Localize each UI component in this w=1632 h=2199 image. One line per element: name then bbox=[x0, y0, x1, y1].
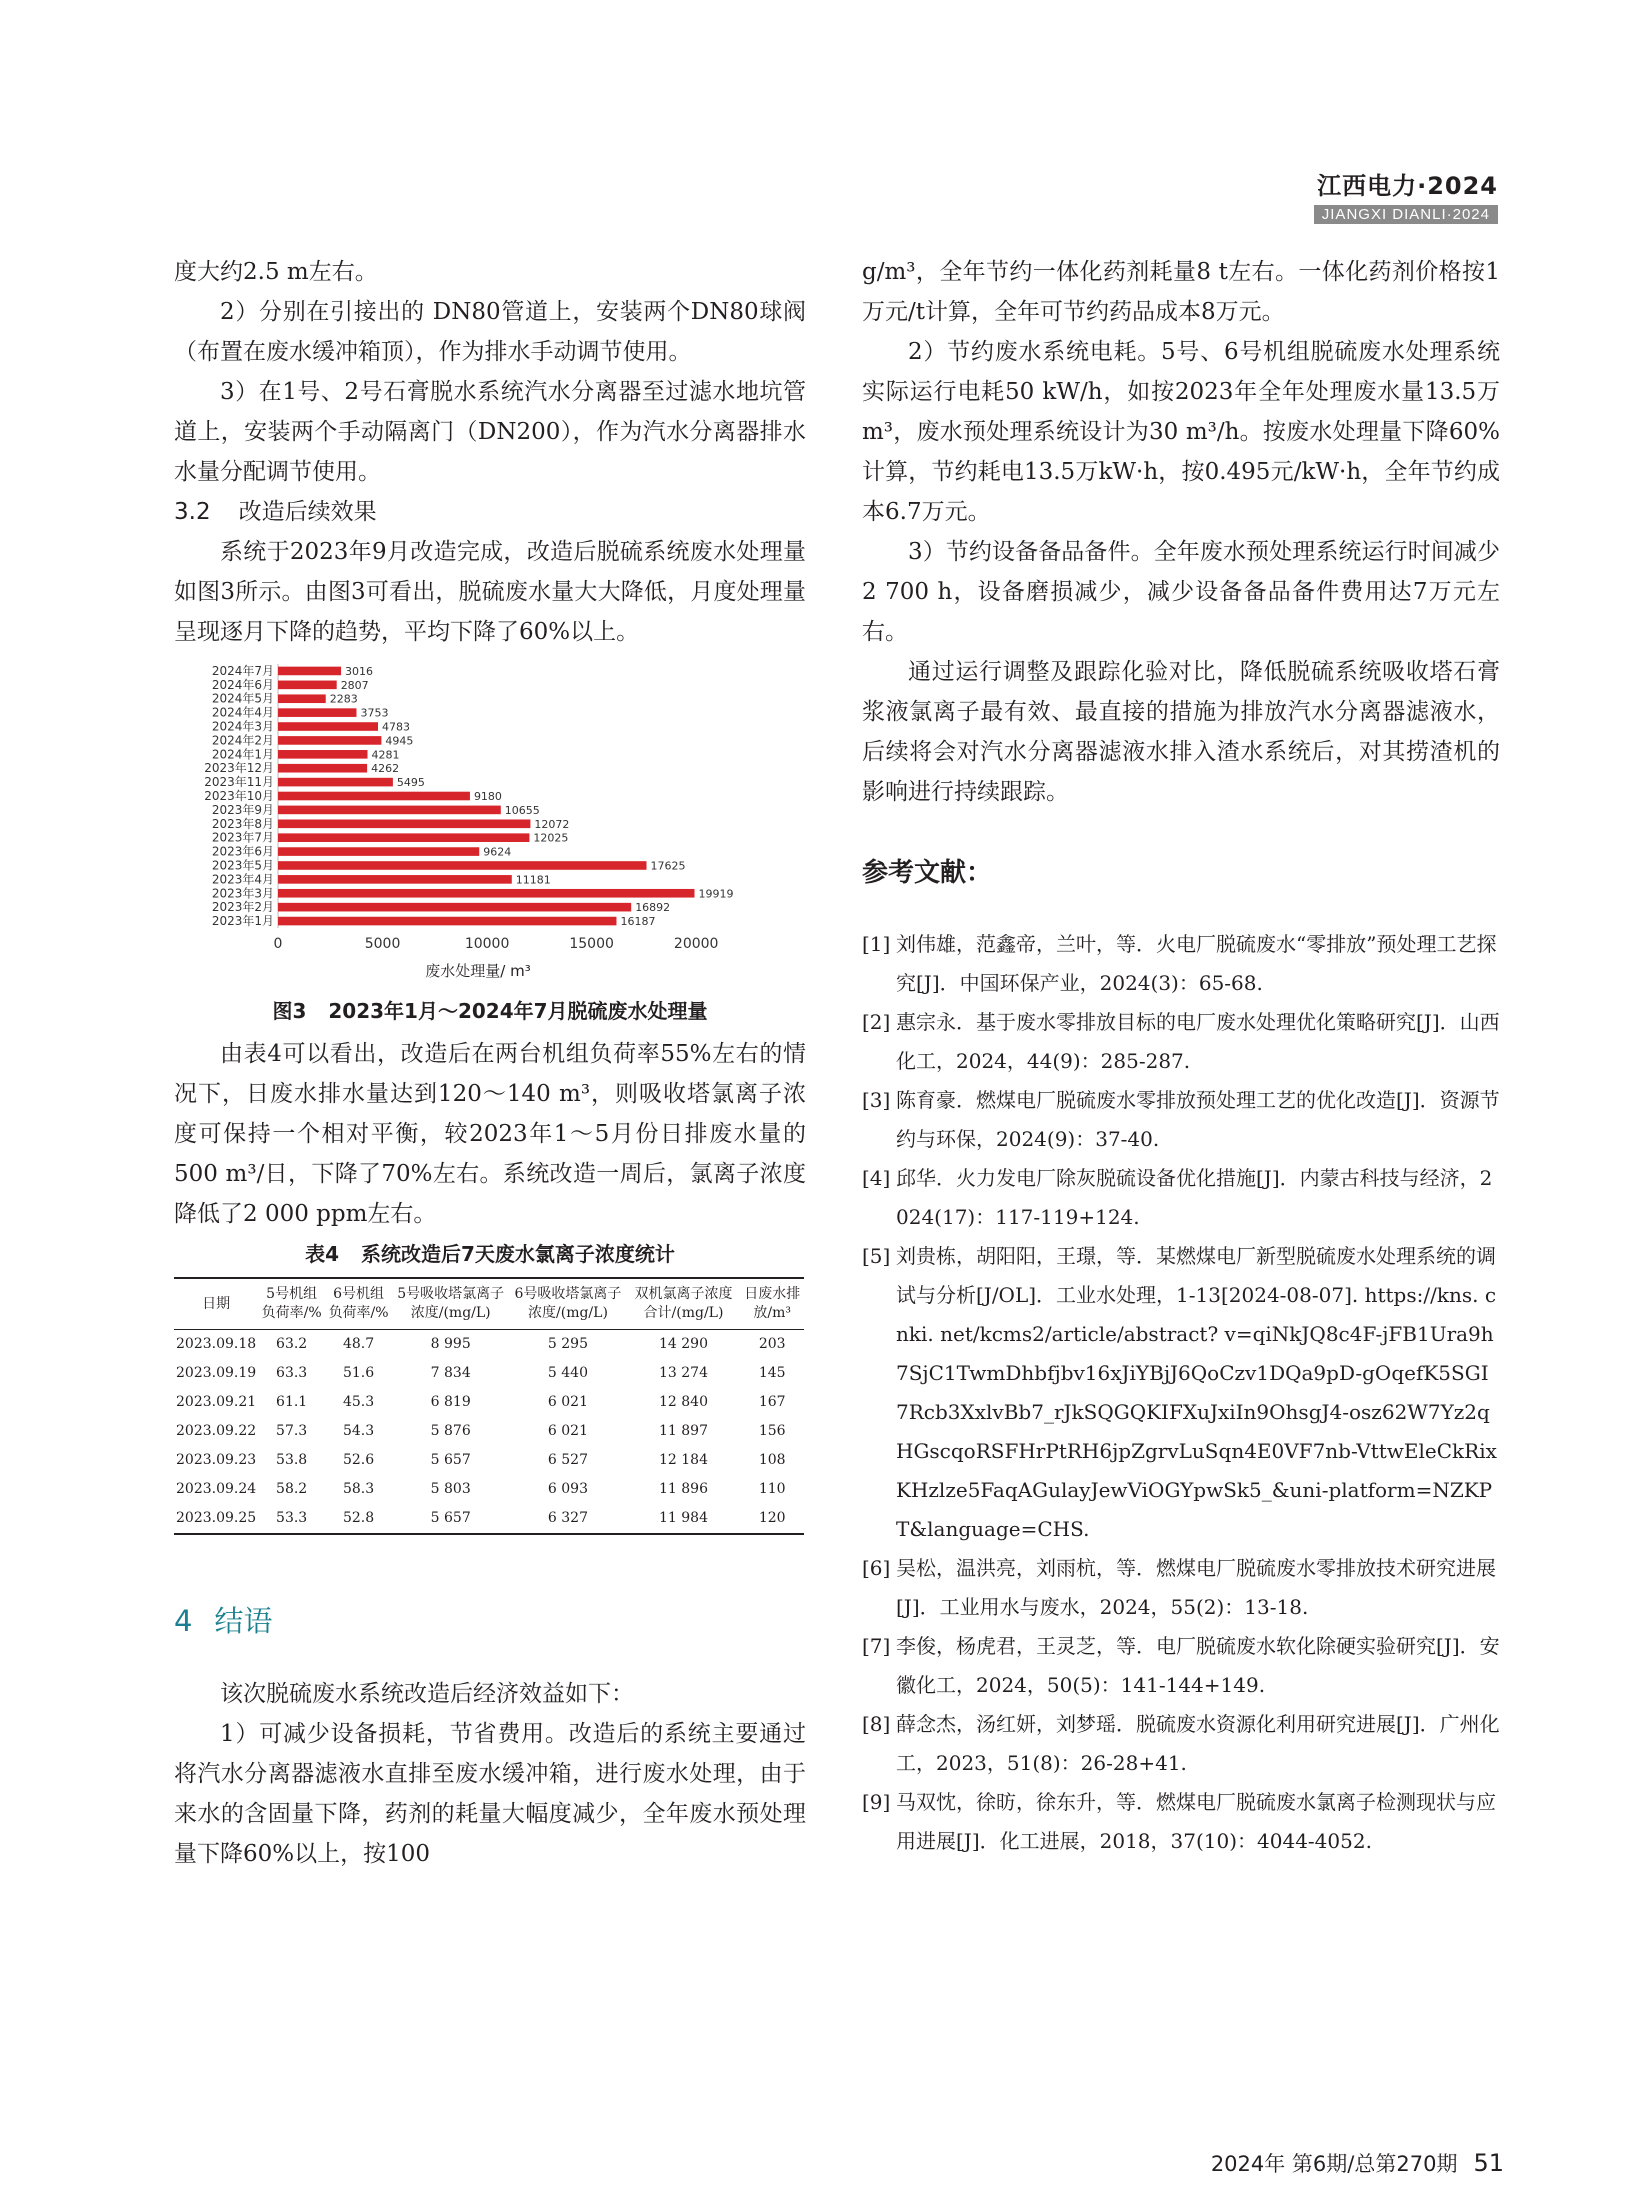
reference-item bbox=[862, 1705, 1500, 1783]
table-caption bbox=[174, 1238, 806, 1267]
reference-text: 刘伟雄，范鑫帝，兰叶，等．火电厂脱硫废水“零排放”预处理工艺探究[J]．中国环保产业，2024(3)：65-68. bbox=[896, 932, 1497, 995]
x-axis-label: 废水处理量/ m³ bbox=[425, 962, 531, 980]
table-cell: 63.2 bbox=[276, 1336, 308, 1352]
left-column bbox=[174, 252, 806, 1874]
table-cell: 58.3 bbox=[342, 1481, 375, 1497]
data-label: 4945 bbox=[385, 734, 414, 748]
table-cell: 5 876 bbox=[430, 1423, 471, 1439]
paragraph: 3）节约设备备品备件。全年废水预处理系统运行时间减少2 700 h，设备磨损减少，减少设备备品备件费用达7万元左右。 bbox=[862, 539, 1500, 645]
paragraph: 通过运行调整及跟踪化验对比，降低脱硫系统吸收塔石膏浆液氯离子最有效、最直接的措施为排放汽水分离器滤液水，后续将会对汽水分离器滤液水排入渣水系统后，对其捞渣机的影响进行持续跟踪。 bbox=[862, 659, 1500, 805]
table-row bbox=[174, 1475, 804, 1504]
journal-name: 江西电力·2024 bbox=[1317, 172, 1498, 200]
bar bbox=[278, 750, 368, 759]
table-cell: 63.3 bbox=[276, 1365, 308, 1381]
table-cell: 6 327 bbox=[509, 1504, 626, 1534]
table-cell: 11 984 bbox=[627, 1504, 741, 1534]
table-cell: 54.3 bbox=[342, 1423, 375, 1439]
table-cell: 53.8 bbox=[276, 1452, 308, 1468]
table-cell: 12 840 bbox=[659, 1394, 708, 1410]
category-label: 2023年12月 bbox=[204, 761, 274, 776]
category-label: 2023年3月 bbox=[211, 886, 274, 901]
reference-item bbox=[862, 925, 1500, 1003]
table-cell: 6 093 bbox=[547, 1481, 589, 1497]
section-number: 3.2 bbox=[174, 499, 211, 525]
bar bbox=[278, 736, 381, 745]
table-cell: 12 184 bbox=[659, 1452, 708, 1468]
reference-number: [9] bbox=[862, 1790, 891, 1814]
page-footer bbox=[1211, 2148, 1504, 2178]
paragraph: 2）节约废水系统电耗。5号、6号机组脱硫废水处理系统实际运行电耗50 kW/h，如按2023年全年处理废水量13.5万m³，废水预处理系统设计为30 m³/h。按废水处理量下降60%计算，节约耗电13.5万kW·h，按0.495元/kW·h，全年节约成本6.7万元。 bbox=[862, 339, 1500, 525]
table-cell: 110 bbox=[758, 1481, 786, 1497]
data-label: 9624 bbox=[483, 845, 512, 859]
section-heading-3-2 bbox=[174, 492, 806, 532]
table-cell: 53.3 bbox=[258, 1504, 325, 1534]
table-header-cell: 6号吸收塔氯离子浓度/(mg/L) bbox=[509, 1278, 626, 1330]
reference-text: 陈育豪．燃煤电厂脱硫废水零排放预处理工艺的优化改造[J]．资源节约与环保，2024(9)：37-40. bbox=[896, 1088, 1500, 1151]
table-cell: 6 021 bbox=[547, 1423, 589, 1439]
data-label: 12072 bbox=[534, 817, 570, 831]
data-label: 16892 bbox=[635, 901, 671, 915]
table-4 bbox=[174, 1277, 804, 1535]
reference-number: [6] bbox=[862, 1556, 891, 1580]
references-title: 参考文献： bbox=[862, 858, 993, 888]
category-label: 2023年9月 bbox=[211, 802, 274, 817]
data-label: 5495 bbox=[396, 776, 425, 790]
table-cell: 2023.09.25 bbox=[174, 1504, 258, 1534]
table-cell: 13 274 bbox=[659, 1365, 708, 1381]
section-number: 4 bbox=[174, 1604, 193, 1638]
reference-text: 惠宗永．基于废水零排放目标的电厂废水处理优化策略研究[J]．山西化工，2024，44(9)：285-287. bbox=[896, 1010, 1500, 1073]
data-label: 3753 bbox=[360, 706, 389, 720]
references-list bbox=[862, 925, 1500, 1861]
table-cell: 2023.09.22 bbox=[176, 1423, 257, 1439]
bar bbox=[278, 681, 337, 690]
table-cell: 11 897 bbox=[659, 1423, 708, 1439]
reference-number: [8] bbox=[862, 1712, 891, 1736]
data-label: 12025 bbox=[533, 831, 569, 845]
category-label: 2023年4月 bbox=[211, 872, 274, 887]
bar bbox=[278, 778, 393, 787]
paragraph: 2）分别在引接出的 DN80管道上，安装两个DN80球阀（布置在废水缓冲箱顶），作为排水手动调节使用。 bbox=[174, 299, 806, 365]
category-label: 2023年1月 bbox=[211, 914, 274, 929]
figure-title: 2023年1月～2024年7月脱硫废水处理量 bbox=[328, 999, 708, 1023]
x-tick-label: 5000 bbox=[364, 936, 401, 952]
table-cell: 45.3 bbox=[342, 1394, 375, 1410]
figure-number: 图3 bbox=[272, 999, 307, 1023]
data-label: 4783 bbox=[382, 720, 411, 734]
table-cell: 145 bbox=[758, 1365, 786, 1381]
data-label: 11181 bbox=[515, 873, 551, 887]
reference-text: 刘贵栋，胡阳阳，王璟，等．某燃煤电厂新型脱硫废水处理系统的调试与分析[J/OL]．工业水处理，1-13[2024-08-07]. https://kns. cnki. net/kcms2/article/abstract? v=qiNkJQ8c4F-jFB1Ura9h7SjC1TwmDhbfjbv16xJiYBjJ6QoCzv1DQa9pD-gOqefK5SGI7Rcb3XxlvBb7_rJkSQGQKIFXuJxiIn9OhsgJ4-osz62W7Yz2qHGscqoRSFHrPtRH6jpZgrvLuSqn4E0VF7nb-VttwEleCkRixKHzlze5FaqAGulayJewViOGYpwSk5_&uni-platform=NZKPT&language=CHS. bbox=[896, 1244, 1497, 1541]
data-label: 2807 bbox=[340, 678, 369, 692]
table-header-cell: 日期 bbox=[174, 1278, 258, 1330]
paragraph: 该次脱硫废水系统改造后经济效益如下： bbox=[220, 1681, 634, 1707]
reference-item bbox=[862, 1081, 1500, 1159]
bar bbox=[278, 833, 529, 842]
data-label: 17625 bbox=[650, 859, 686, 873]
data-label: 4262 bbox=[371, 762, 400, 776]
table-cell: 5 803 bbox=[430, 1481, 471, 1497]
table-row bbox=[174, 1504, 804, 1534]
data-label: 10655 bbox=[504, 803, 540, 817]
reference-item bbox=[862, 1627, 1500, 1705]
table-cell: 5 657 bbox=[430, 1452, 471, 1468]
section-title: 结语 bbox=[214, 1604, 273, 1638]
bar bbox=[278, 694, 326, 703]
data-label: 3016 bbox=[345, 664, 374, 678]
bar bbox=[278, 722, 378, 731]
table-header-cell: 双机氯离子浓度合计/(mg/L) bbox=[627, 1278, 741, 1330]
data-label: 9180 bbox=[473, 790, 502, 803]
table-cell: 52.6 bbox=[342, 1452, 375, 1468]
reference-item bbox=[862, 1783, 1500, 1861]
table-cell: 108 bbox=[758, 1452, 786, 1468]
table-cell: 2023.09.18 bbox=[176, 1336, 257, 1352]
reference-text: 马双忱，徐昉，徐东升，等．燃煤电厂脱硫废水氯离子检测现状与应用进展[J]．化工进展，2018，37(10)：4044-4052. bbox=[896, 1790, 1496, 1853]
data-label: 4281 bbox=[371, 748, 400, 762]
table-cell: 7 834 bbox=[430, 1365, 471, 1381]
table-cell: 8 995 bbox=[430, 1336, 471, 1352]
category-label: 2024年4月 bbox=[211, 705, 274, 720]
reference-item bbox=[862, 1159, 1500, 1237]
table-header-cell: 5号机组负荷率/% bbox=[258, 1278, 325, 1330]
table-cell: 6 819 bbox=[430, 1394, 471, 1410]
x-tick-label: 0 bbox=[273, 936, 283, 952]
reference-number: [5] bbox=[862, 1244, 891, 1268]
table-cell: 14 290 bbox=[659, 1336, 708, 1352]
table-cell: 6 021 bbox=[547, 1394, 589, 1410]
paragraph: 由表4可以看出，改造后在两台机组负荷率55%左右的情况下，日废水排水量达到120～140 m³，则吸收塔氯离子浓度可保持一个相对平衡，较2023年1～5月份日排废水量的500 m³/日，下降了70%左右。系统改造一周后，氯离子浓度降低了2 000 ppm左右。 bbox=[174, 1041, 806, 1227]
right-column bbox=[862, 252, 1500, 1861]
paragraph: 系统于2023年9月改造完成，改造后脱硫系统废水处理量如图3所示。由图3可看出，脱硫废水量大大降低，月度处理量呈现逐月下降的趋势，平均下降了60%以上。 bbox=[174, 539, 806, 645]
table-number: 表4 bbox=[305, 1242, 339, 1266]
category-label: 2023年2月 bbox=[211, 900, 274, 915]
reference-item bbox=[862, 1549, 1500, 1627]
reference-text: 吴松，温洪亮，刘雨杭，等．燃煤电厂脱硫废水零排放技术研究进展[J]．工业用水与废水，2024，55(2)：13-18. bbox=[896, 1556, 1496, 1619]
paragraph: g/m³，全年节约一体化药剂耗量8 t左右。一体化药剂价格按1万元/t计算，全年可节约药品成本8万元。 bbox=[862, 259, 1500, 325]
table-cell: 51.6 bbox=[342, 1365, 375, 1381]
paragraph: 1）可减少设备损耗，节省费用。改造后的系统主要通过将汽水分离器滤液水直排至废水缓冲箱，进行废水处理，由于来水的含固量下降，药剂的耗量大幅度减少，全年废水预处理量下降60%以上，按100 bbox=[174, 1721, 806, 1867]
bar bbox=[278, 875, 512, 884]
bar bbox=[278, 889, 694, 898]
table-title: 系统改造后7天废水氯离子浓度统计 bbox=[361, 1242, 675, 1266]
section-heading-4 bbox=[174, 1599, 806, 1640]
reference-number: [3] bbox=[862, 1088, 891, 1112]
table-cell: 6 527 bbox=[547, 1452, 589, 1468]
table-cell: 52.8 bbox=[325, 1504, 392, 1534]
table-cell: 167 bbox=[758, 1394, 786, 1410]
section-title: 改造后续效果 bbox=[238, 499, 377, 525]
table-header-cell: 6号机组负荷率/% bbox=[325, 1278, 392, 1330]
table-cell: 5 440 bbox=[547, 1365, 589, 1381]
bar bbox=[278, 903, 631, 912]
bar bbox=[278, 667, 341, 676]
reference-number: [7] bbox=[862, 1634, 891, 1658]
journal-pinyin: JIANGXI DIANLI·2024 bbox=[1314, 205, 1498, 224]
category-label: 2024年2月 bbox=[211, 733, 274, 748]
reference-item bbox=[862, 1003, 1500, 1081]
table-row bbox=[174, 1359, 804, 1388]
reference-text: 邱华．火力发电厂除灰脱硫设备优化措施[J]．内蒙古科技与经济，2024(17)：117-119+124. bbox=[896, 1166, 1493, 1229]
data-label: 2283 bbox=[329, 692, 358, 706]
figure-caption bbox=[174, 995, 806, 1024]
x-tick-label: 15000 bbox=[569, 936, 614, 952]
table-cell: 120 bbox=[740, 1504, 804, 1534]
table-row bbox=[174, 1388, 804, 1417]
reference-item bbox=[862, 1237, 1500, 1549]
table-cell: 203 bbox=[758, 1336, 786, 1352]
table-cell: 5 657 bbox=[392, 1504, 509, 1534]
table-cell: 5 295 bbox=[547, 1336, 589, 1352]
category-label: 2024年7月 bbox=[211, 663, 274, 678]
table-header-cell: 日废水排放/m³ bbox=[740, 1278, 804, 1330]
category-label: 2023年7月 bbox=[211, 830, 274, 845]
table-cell: 48.7 bbox=[342, 1336, 375, 1352]
table-cell: 61.1 bbox=[276, 1394, 308, 1410]
bar bbox=[278, 819, 530, 828]
data-label: 19919 bbox=[698, 887, 734, 901]
reference-number: [4] bbox=[862, 1166, 891, 1190]
paragraph: 度大约2.5 m左右。 bbox=[174, 259, 378, 285]
table-header-cell: 5号吸收塔氯离子浓度/(mg/L) bbox=[392, 1278, 509, 1330]
reference-number: [1] bbox=[862, 932, 891, 956]
bar bbox=[278, 861, 647, 870]
table-row bbox=[174, 1417, 804, 1446]
table-row bbox=[174, 1446, 804, 1475]
data-label: 16187 bbox=[620, 915, 656, 929]
bar-chart bbox=[198, 658, 758, 958]
bar bbox=[278, 847, 479, 856]
table-cell: 2023.09.19 bbox=[176, 1365, 257, 1381]
category-label: 2023年10月 bbox=[204, 789, 274, 803]
category-label: 2024年1月 bbox=[211, 747, 274, 762]
bar bbox=[278, 708, 356, 717]
category-label: 2023年6月 bbox=[211, 844, 274, 859]
figure-3-chart bbox=[198, 658, 758, 958]
category-label: 2023年5月 bbox=[211, 858, 274, 873]
bar bbox=[278, 792, 470, 801]
journal-header bbox=[1314, 166, 1498, 224]
paragraph: 3）在1号、2号石膏脱水系统汽水分离器至过滤水地坑管道上，安装两个手动隔离门（DN200），作为汽水分离器排水水量分配调节使用。 bbox=[174, 379, 806, 485]
table-row bbox=[174, 1330, 804, 1360]
page-number: 51 bbox=[1473, 2149, 1504, 2177]
bar bbox=[278, 806, 501, 815]
table-cell: 156 bbox=[758, 1423, 786, 1439]
x-tick-label: 10000 bbox=[464, 936, 510, 952]
category-label: 2023年8月 bbox=[211, 816, 274, 831]
reference-number: [2] bbox=[862, 1010, 891, 1034]
table-header-row bbox=[174, 1278, 804, 1330]
table-cell: 2023.09.24 bbox=[176, 1481, 257, 1497]
table-cell: 58.2 bbox=[276, 1481, 308, 1497]
table-cell: 11 896 bbox=[659, 1481, 708, 1497]
issue-info: 2024年 第6期/总第270期 bbox=[1210, 2152, 1458, 2176]
reference-text: 薛念杰，汤红妍，刘梦瑶．脱硫废水资源化利用研究进展[J]．广州化工，2023，51(8)：26-28+41. bbox=[896, 1712, 1500, 1775]
bar bbox=[278, 764, 367, 773]
table-cell: 57.3 bbox=[276, 1423, 308, 1439]
table-cell: 2023.09.21 bbox=[176, 1394, 257, 1410]
x-tick-label: 20000 bbox=[673, 936, 719, 952]
reference-text: 李俊，杨虎君，王灵芝，等．电厂脱硫废水软化除硬实验研究[J]．安徽化工，2024，50(5)：141-144+149. bbox=[896, 1634, 1500, 1697]
table-body bbox=[174, 1330, 804, 1535]
category-label: 2024年5月 bbox=[211, 691, 274, 706]
category-label: 2023年11月 bbox=[204, 775, 274, 790]
bar bbox=[278, 917, 616, 926]
table-cell: 2023.09.23 bbox=[176, 1452, 257, 1468]
category-label: 2024年6月 bbox=[211, 677, 274, 692]
category-label: 2024年3月 bbox=[211, 719, 274, 734]
